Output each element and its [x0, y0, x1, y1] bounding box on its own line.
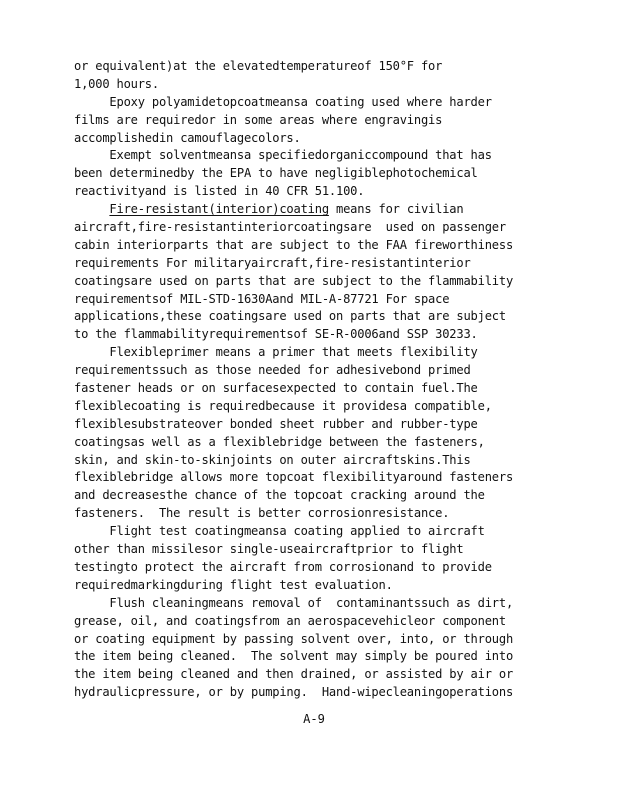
text-line: to the flammabilityrequirementsof SE-R-0006and SSP 30233. — [74, 327, 478, 342]
text-line: Flexibleprimer means a primer that meets flexibility — [74, 345, 478, 360]
text-line: aircraft,fire-resistantinteriorcoatingsare used on passenger — [74, 220, 506, 235]
text-line: reactivityand is listed in 40 CFR 51.100. — [74, 184, 365, 199]
text-line: other than missilesor single-useaircraftprior to flight — [74, 542, 464, 557]
underlined-term: Fire-resistant(interior)coating — [109, 202, 329, 217]
text-line: or coating equipment by passing solvent over, into, or through — [74, 631, 514, 646]
document-body — [74, 58, 554, 702]
line-text: means for civilian — [328, 202, 464, 217]
text-line: requirementssuch as those needed for adhesivebond primed — [74, 363, 471, 378]
text-line: applications,these coatingsare used on parts that are subject — [74, 309, 506, 324]
text-line: requirements For militaryaircraft,fire-resistantinterior — [74, 255, 471, 270]
text-line: been determinedby the EPA to have negligiblephotochemical — [74, 166, 478, 181]
text-line: flexiblecoating is requiredbecause it providesa compatible, — [74, 398, 492, 413]
text-line: Flight test coatingmeansa coating applied to aircraft — [74, 524, 485, 539]
text-line: accomplishedin camouflagecolors. — [74, 130, 301, 145]
text-line: fastener heads or on surfacesexpected to contain fuel.The — [74, 381, 478, 396]
page-number: A-9 — [303, 712, 325, 726]
text-line: the item being cleaned. The solvent may simply be poured into — [74, 649, 514, 664]
text-line: requirementsof MIL-STD-1630Aand MIL-A-87721 For space — [74, 291, 450, 306]
text-line: flexiblebridge allows more topcoat flexibilityaround fasteners — [74, 470, 514, 485]
text-line — [74, 201, 554, 219]
text-line: grease, oil, and coatingsfrom an aerospacevehicleor component — [74, 613, 506, 628]
text-line: skin, and skin-to-skinjoints on outer aircraftskins.This — [74, 452, 471, 467]
text-line: flexiblesubstrateover bonded sheet rubber and rubber-type — [74, 416, 478, 431]
text-line: Epoxy polyamidetopcoatmeansa coating used where harder — [74, 94, 492, 109]
text-line: requiredmarkingduring flight test evaluation. — [74, 577, 393, 592]
text-line: Flush cleaningmeans removal of contaminantssuch as dirt, — [74, 595, 514, 610]
text-line: films are requiredor in some areas where engravingis — [74, 112, 443, 127]
text-line: fasteners. The result is better corrosionresistance. — [74, 506, 450, 521]
text-line: Exempt solventmeansa specifiedorganiccompound that has — [74, 148, 492, 163]
text-line: 1,000 hours. — [74, 76, 159, 91]
text-line: the item being cleaned and then drained, or assisted by air or — [74, 667, 514, 682]
text-line: cabin interiorparts that are subject to the FAA fireworthiness — [74, 237, 514, 252]
text-line: coatingsas well as a flexiblebridge between the fasteners, — [74, 434, 485, 449]
text-line: hydraulicpressure, or by pumping. Hand-wipecleaningoperations — [74, 685, 514, 700]
text-line: testingto protect the aircraft from corrosionand to provide — [74, 559, 492, 574]
line-indent — [74, 202, 109, 216]
text-line: coatingsare used on parts that are subject to the flammability — [74, 273, 514, 288]
text-line: and decreasesthe chance of the topcoat cracking around the — [74, 488, 485, 503]
text-line: or equivalent)at the elevatedtemperatureof 150°F for — [74, 59, 443, 73]
